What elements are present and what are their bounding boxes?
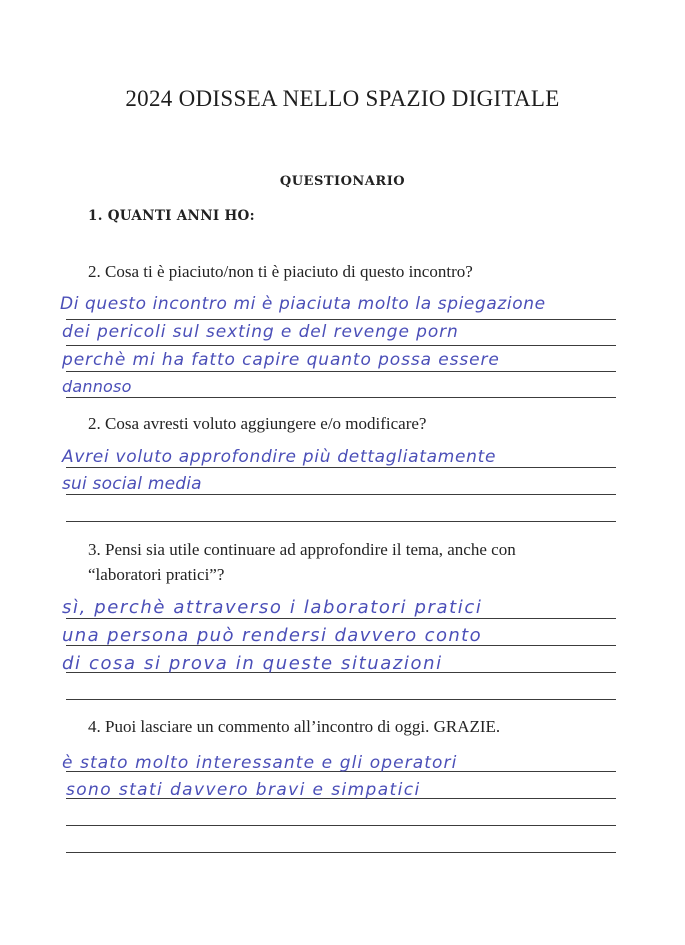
handwritten-answer: sì, perchè attraverso i laboratori pratici bbox=[62, 597, 483, 618]
handwritten-answer: dei pericoli sul sexting e del revenge porn bbox=[62, 322, 459, 342]
handwritten-answer: sono stati davvero bravi e simpatici bbox=[66, 780, 421, 800]
question-continue-line2: “laboratori pratici”? bbox=[88, 565, 225, 584]
answer-line bbox=[66, 852, 616, 853]
answer-line bbox=[66, 319, 616, 320]
handwritten-answer: dannoso bbox=[62, 377, 132, 396]
handwritten-answer: Avrei voluto approfondire più dettagliatamente bbox=[62, 447, 497, 467]
question-comment: 4. Puoi lasciare un commento all’incontro di oggi. GRAZIE. bbox=[88, 717, 501, 736]
handwritten-answer: una persona può rendersi davvero conto bbox=[62, 625, 483, 646]
handwritten-answer: Di questo incontro mi è piaciuta molto la spiegazione bbox=[60, 294, 546, 314]
handwritten-answer: sui social media bbox=[62, 474, 202, 494]
handwritten-answer: perchè mi ha fatto capire quanto possa essere bbox=[62, 350, 500, 370]
answer-line bbox=[66, 371, 616, 372]
answer-line bbox=[66, 825, 616, 826]
answer-line bbox=[66, 494, 616, 495]
page-title: 2024 ODISSEA NELLO SPAZIO DIGITALE bbox=[125, 86, 560, 111]
question-continue bbox=[88, 537, 608, 587]
question-add-modify: 2. Cosa avresti voluto aggiungere e/o modificare? bbox=[88, 414, 427, 433]
section-heading: QUESTIONARIO bbox=[279, 174, 406, 189]
handwritten-answer: di cosa si prova in queste situazioni bbox=[62, 653, 443, 674]
answer-line bbox=[66, 699, 616, 700]
answer-line bbox=[66, 618, 616, 619]
handwritten-answer: è stato molto interessante e gli operatori bbox=[62, 753, 458, 773]
answer-line bbox=[66, 397, 616, 398]
question-liked: 2. Cosa ti è piaciuto/non ti è piaciuto di questo incontro? bbox=[88, 262, 473, 281]
answer-line bbox=[66, 521, 616, 522]
answer-line bbox=[66, 345, 616, 346]
answer-line bbox=[66, 467, 616, 468]
question-continue-line1: 3. Pensi sia utile continuare ad approfondire il tema, anche con bbox=[88, 540, 516, 559]
question-age: 1. QUANTI ANNI HO: bbox=[88, 208, 255, 224]
